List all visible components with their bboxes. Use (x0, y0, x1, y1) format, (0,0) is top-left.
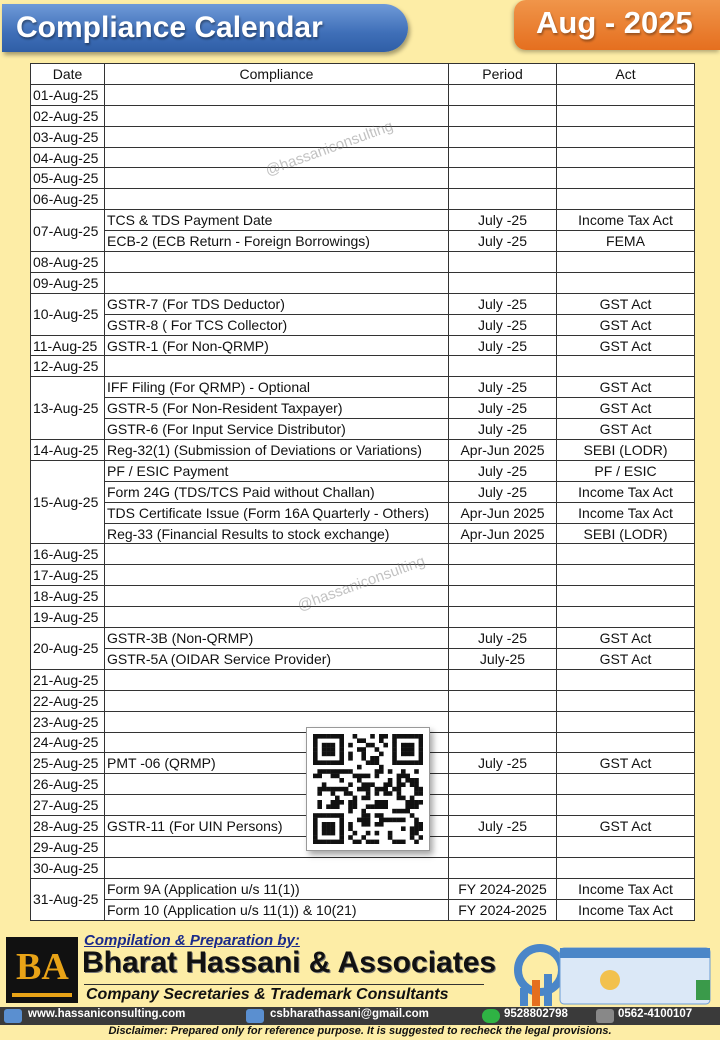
table-row (31, 899, 695, 920)
act-cell: PF / ESIC (557, 460, 695, 481)
table-row (31, 168, 695, 189)
table-row (31, 335, 695, 356)
act-cell: GST Act (557, 314, 695, 335)
compliance-cell (105, 126, 449, 147)
date-cell: 25-Aug-25 (31, 753, 105, 774)
table-row (31, 105, 695, 126)
period-cell: Apr-Jun 2025 (449, 502, 557, 523)
date-cell: 12-Aug-25 (31, 356, 105, 377)
period-cell (449, 669, 557, 690)
act-cell (557, 356, 695, 377)
act-cell: Income Tax Act (557, 899, 695, 920)
act-cell: Income Tax Act (557, 502, 695, 523)
compliance-cell: GSTR-11 (For UIN Persons) (105, 816, 449, 837)
act-cell: Income Tax Act (557, 481, 695, 502)
period-cell (449, 84, 557, 105)
compliance-cell (105, 607, 449, 628)
compliance-cell (105, 690, 449, 711)
act-cell: GST Act (557, 398, 695, 419)
period-cell: July -25 (449, 419, 557, 440)
act-cell: GST Act (557, 293, 695, 314)
act-cell: FEMA (557, 231, 695, 252)
table-row (31, 502, 695, 523)
date-cell: 27-Aug-25 (31, 795, 105, 816)
date-cell: 26-Aug-25 (31, 774, 105, 795)
act-cell: GST Act (557, 648, 695, 669)
table-row (31, 440, 695, 461)
table-row (31, 252, 695, 273)
compliance-cell (105, 189, 449, 210)
period-cell: Apr-Jun 2025 (449, 523, 557, 544)
date-cell: 03-Aug-25 (31, 126, 105, 147)
prepared-by-label: Compilation & Preparation by: (84, 932, 300, 949)
table-row (31, 878, 695, 899)
act-cell: GST Act (557, 816, 695, 837)
period-cell (449, 690, 557, 711)
compliance-cell (105, 565, 449, 586)
table-row (31, 628, 695, 649)
whatsapp-icon (482, 1009, 500, 1023)
act-cell (557, 105, 695, 126)
act-cell (557, 126, 695, 147)
period-cell (449, 586, 557, 607)
column-header-compliance: Compliance (105, 64, 449, 85)
table-row (31, 586, 695, 607)
telephone-icon (596, 1009, 614, 1023)
act-cell (557, 189, 695, 210)
table-row (31, 690, 695, 711)
period-cell: July-25 (449, 648, 557, 669)
date-cell: 14-Aug-25 (31, 440, 105, 461)
act-cell: Income Tax Act (557, 210, 695, 231)
date-cell: 17-Aug-25 (31, 565, 105, 586)
compliance-cell: Form 24G (TDS/TCS Paid without Challan) (105, 481, 449, 502)
table-row (31, 648, 695, 669)
table-row (31, 356, 695, 377)
date-cell: 07-Aug-25 (31, 210, 105, 252)
compliance-cell: Form 9A (Application u/s 11(1)) (105, 878, 449, 899)
footer (0, 932, 720, 1040)
act-cell (557, 774, 695, 795)
period-cell: July -25 (449, 293, 557, 314)
act-cell (557, 168, 695, 189)
table-row (31, 231, 695, 252)
act-cell (557, 711, 695, 732)
act-cell: GST Act (557, 335, 695, 356)
month-banner (514, 0, 720, 50)
phone-number[interactable]: 9528802798 (504, 1008, 568, 1020)
firm-logo (6, 937, 78, 1003)
compliance-cell: IFF Filing (For QRMP) - Optional (105, 377, 449, 398)
date-cell: 23-Aug-25 (31, 711, 105, 732)
table-row (31, 669, 695, 690)
email-icon (246, 1009, 264, 1023)
title-banner (2, 4, 408, 52)
watermark: @hassaniconsulting (263, 117, 396, 180)
firm-name: Bharat Hassani & Associates (82, 946, 497, 979)
period-cell: July -25 (449, 377, 557, 398)
logo-text: BA (16, 946, 69, 988)
act-cell (557, 607, 695, 628)
date-cell: 22-Aug-25 (31, 690, 105, 711)
period-cell (449, 147, 557, 168)
table-row (31, 398, 695, 419)
act-cell (557, 795, 695, 816)
period-cell: July -25 (449, 231, 557, 252)
period-cell: July -25 (449, 816, 557, 837)
period-cell (449, 607, 557, 628)
date-cell: 19-Aug-25 (31, 607, 105, 628)
act-cell (557, 669, 695, 690)
act-cell (557, 84, 695, 105)
firm-subtitle: Company Secretaries & Trademark Consultants (86, 986, 449, 1003)
act-cell (557, 147, 695, 168)
period-cell (449, 168, 557, 189)
period-cell: FY 2024-2025 (449, 899, 557, 920)
period-cell: Apr-Jun 2025 (449, 440, 557, 461)
date-cell: 05-Aug-25 (31, 168, 105, 189)
month-label: Aug - 2025 (536, 5, 693, 40)
table-row (31, 523, 695, 544)
compliance-cell (105, 544, 449, 565)
compliance-cell: Form 10 (Application u/s 11(1)) & 10(21) (105, 899, 449, 920)
compliance-cell (105, 356, 449, 377)
column-header-date: Date (31, 64, 105, 85)
period-cell (449, 774, 557, 795)
column-header-act: Act (557, 64, 695, 85)
disclaimer: Disclaimer: Prepared only for reference purpose. It is suggested to recheck the legal provisions. (108, 1025, 612, 1037)
page-title: Compliance Calendar (16, 11, 323, 44)
act-cell: Income Tax Act (557, 878, 695, 899)
compliance-cell: GSTR-3B (Non-QRMP) (105, 628, 449, 649)
date-cell: 08-Aug-25 (31, 252, 105, 273)
compliance-cell: ECB-2 (ECB Return - Foreign Borrowings) (105, 231, 449, 252)
date-cell: 20-Aug-25 (31, 628, 105, 670)
table-row (31, 314, 695, 335)
table-row (31, 293, 695, 314)
table-row (31, 565, 695, 586)
qr-code (306, 727, 430, 851)
compliance-cell: GSTR-5A (OIDAR Service Provider) (105, 648, 449, 669)
period-cell: July -25 (449, 628, 557, 649)
column-header-period: Period (449, 64, 557, 85)
compliance-cell (105, 84, 449, 105)
table-row (31, 210, 695, 231)
act-cell: GST Act (557, 419, 695, 440)
compliance-cell: TDS Certificate Issue (Form 16A Quarterly - Others) (105, 502, 449, 523)
table-row (31, 189, 695, 210)
table-row (31, 419, 695, 440)
date-cell: 15-Aug-25 (31, 460, 105, 544)
period-cell (449, 544, 557, 565)
table-row (31, 460, 695, 481)
table-row (31, 84, 695, 105)
table-row (31, 857, 695, 878)
period-cell (449, 857, 557, 878)
compliance-cell: GSTR-5 (For Non-Resident Taxpayer) (105, 398, 449, 419)
contact-bar (0, 1007, 720, 1025)
period-cell: FY 2024-2025 (449, 878, 557, 899)
compliance-cell: Reg-32(1) (Submission of Deviations or Variations) (105, 440, 449, 461)
period-cell: July -25 (449, 460, 557, 481)
period-cell: July -25 (449, 398, 557, 419)
date-cell: 28-Aug-25 (31, 816, 105, 837)
date-cell: 02-Aug-25 (31, 105, 105, 126)
table-row (31, 126, 695, 147)
compliance-cell (105, 586, 449, 607)
date-cell: 01-Aug-25 (31, 84, 105, 105)
act-cell (557, 544, 695, 565)
compliance-cell (105, 272, 449, 293)
date-cell: 04-Aug-25 (31, 147, 105, 168)
table-header-row (31, 64, 695, 85)
date-cell: 06-Aug-25 (31, 189, 105, 210)
compliance-cell: GSTR-7 (For TDS Deductor) (105, 293, 449, 314)
act-cell (557, 272, 695, 293)
period-cell: July -25 (449, 753, 557, 774)
calendar-illustration-icon (500, 940, 720, 1010)
compliance-cell (105, 105, 449, 126)
date-cell: 18-Aug-25 (31, 586, 105, 607)
period-cell (449, 356, 557, 377)
period-cell (449, 105, 557, 126)
date-cell: 16-Aug-25 (31, 544, 105, 565)
compliance-cell (105, 252, 449, 273)
date-cell: 24-Aug-25 (31, 732, 105, 753)
compliance-cell: GSTR-8 ( For TCS Collector) (105, 314, 449, 335)
table-row (31, 481, 695, 502)
date-cell: 31-Aug-25 (31, 878, 105, 920)
period-cell (449, 252, 557, 273)
act-cell: SEBI (LODR) (557, 523, 695, 544)
period-cell: July -25 (449, 335, 557, 356)
period-cell: July -25 (449, 314, 557, 335)
act-cell: SEBI (LODR) (557, 440, 695, 461)
compliance-cell: Reg-33 (Financial Results to stock exchange) (105, 523, 449, 544)
date-cell: 11-Aug-25 (31, 335, 105, 356)
table-row (31, 607, 695, 628)
compliance-cell (105, 669, 449, 690)
date-cell: 30-Aug-25 (31, 857, 105, 878)
www-icon (4, 1009, 22, 1023)
act-cell (557, 690, 695, 711)
date-cell: 13-Aug-25 (31, 377, 105, 440)
table-row (31, 272, 695, 293)
date-cell: 09-Aug-25 (31, 272, 105, 293)
compliance-cell (105, 168, 449, 189)
period-cell: July -25 (449, 481, 557, 502)
period-cell (449, 565, 557, 586)
compliance-cell: GSTR-6 (For Input Service Distributor) (105, 419, 449, 440)
table-row (31, 377, 695, 398)
table-row (31, 544, 695, 565)
compliance-cell: TCS & TDS Payment Date (105, 210, 449, 231)
act-cell (557, 857, 695, 878)
watermark: @hassaniconsulting (295, 552, 428, 615)
period-cell (449, 795, 557, 816)
landline-number[interactable]: 0562-4100107 (618, 1008, 693, 1020)
act-cell: GST Act (557, 628, 695, 649)
period-cell (449, 711, 557, 732)
act-cell: GST Act (557, 377, 695, 398)
act-cell (557, 586, 695, 607)
act-cell (557, 836, 695, 857)
date-cell: 10-Aug-25 (31, 293, 105, 335)
act-cell (557, 732, 695, 753)
compliance-cell (105, 147, 449, 168)
act-cell (557, 565, 695, 586)
compliance-cell: GSTR-1 (For Non-QRMP) (105, 335, 449, 356)
act-cell: GST Act (557, 753, 695, 774)
period-cell (449, 836, 557, 857)
table-row (31, 147, 695, 168)
date-cell: 29-Aug-25 (31, 836, 105, 857)
compliance-cell: PMT -06 (QRMP) (105, 753, 449, 774)
email-link[interactable]: csbharathassani@gmail.com (270, 1008, 429, 1020)
period-cell (449, 732, 557, 753)
date-cell: 21-Aug-25 (31, 669, 105, 690)
period-cell: July -25 (449, 210, 557, 231)
website-link[interactable]: www.hassaniconsulting.com (28, 1008, 186, 1020)
period-cell (449, 126, 557, 147)
period-cell (449, 189, 557, 210)
period-cell (449, 272, 557, 293)
act-cell (557, 252, 695, 273)
compliance-cell (105, 857, 449, 878)
compliance-cell: PF / ESIC Payment (105, 460, 449, 481)
